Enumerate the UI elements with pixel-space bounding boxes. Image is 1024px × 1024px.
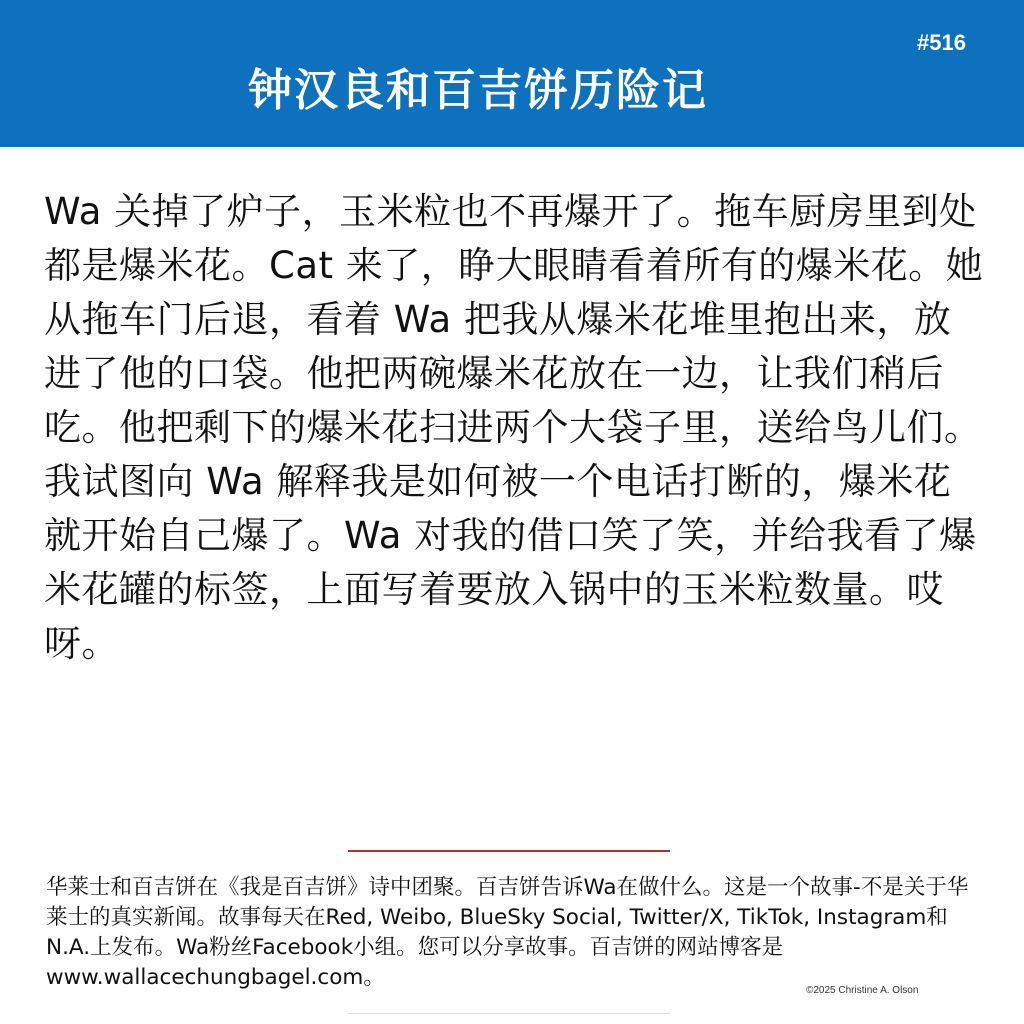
header-banner	[0, 0, 1024, 147]
episode-number: #516	[917, 30, 966, 55]
section-divider	[348, 850, 670, 852]
copyright-notice: ©2025 Christine A. Olson	[806, 985, 919, 996]
page-title: 钟汉良和百吉饼历险记	[248, 65, 708, 116]
bottom-divider	[348, 1013, 670, 1014]
footer-note: 华莱士和百吉饼在《我是百吉饼》诗中团聚。百吉饼告诉Wa在做什么。这是一个故事-不是关于华莱士的真实新闻。故事每天在Red, Weibo, BlueSky Social, Twitter/X, TikTok, Instagram和N.A.上发布。Wa粉丝Facebook小组。您可以分享故事。百吉饼的网站博客是www.wallacechungbagel.com。	[46, 875, 969, 990]
story-text: Wa 关掉了炉子，玉米粒也不再爆开了。拖车厨房里到处都是爆米花。Cat 来了，睁大眼睛看着所有的爆米花。她从拖车门后退，看着 Wa 把我从爆米花堆里抱出来，放进了他的口袋。他把两碗爆米花放在一边，让我们稍后吃。他把剩下的爆米花扫进两个大袋子里，送给鸟儿们。我试图向 Wa 解释我是如何被一个电话打断的，爆米花就开始自己爆了。Wa 对我的借口笑了笑，并给我看了爆米花罐的标签，上面写着要放入锅中的玉米粒数量。哎呀。	[44, 190, 984, 665]
